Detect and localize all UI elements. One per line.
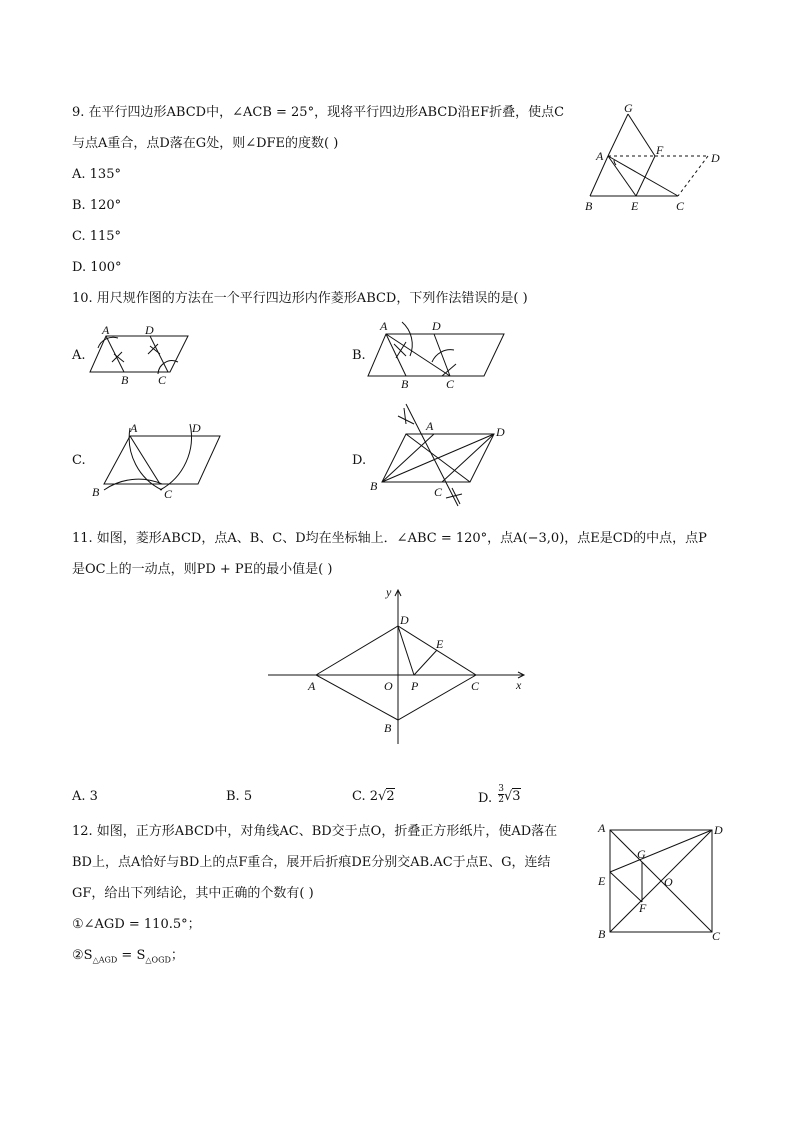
q12-statement-2-main: ②S bbox=[72, 948, 93, 963]
q10-figure-a bbox=[88, 322, 198, 387]
q9-label-c: C bbox=[676, 199, 685, 213]
q12-statement-2 bbox=[72, 947, 184, 970]
q10d-label-c: C bbox=[434, 485, 443, 499]
q11-stem-line1: 11. 如图，菱形ABCD，点A、B、C、D均在坐标轴上．∠ABC = 120°，点A(−3,0)，点E是CD的中点，点P bbox=[72, 531, 707, 546]
q11-option-d-numerator: 3 bbox=[498, 784, 504, 794]
q10b-label-c: C bbox=[446, 377, 455, 391]
q10a-label-c: C bbox=[158, 373, 167, 387]
q12-label-a: A bbox=[598, 821, 606, 835]
q9-label-d: D bbox=[711, 151, 720, 165]
q11-label-a: A bbox=[308, 679, 316, 693]
sqrt-icon: √ bbox=[503, 789, 513, 804]
q11-label-x: x bbox=[516, 678, 522, 692]
q12-label-g: G bbox=[637, 847, 646, 861]
q10c-label-a: A bbox=[130, 421, 138, 435]
q11-label-c: C bbox=[471, 679, 480, 693]
q12-label-f: F bbox=[639, 901, 647, 915]
q11-option-d-radicand: 3 bbox=[512, 789, 521, 804]
q10b-label-d: D bbox=[432, 319, 441, 333]
q11-label-e: E bbox=[436, 637, 444, 651]
q9-label-f: F bbox=[656, 143, 664, 157]
q10d-label-b: B bbox=[370, 479, 378, 493]
q10-figure-c bbox=[90, 416, 230, 506]
q9-label-e: E bbox=[631, 199, 639, 213]
q9-figure bbox=[580, 101, 740, 214]
q10c-label-c: C bbox=[164, 487, 173, 501]
q10b-label-b: B bbox=[401, 377, 409, 391]
q10-figure-d bbox=[366, 402, 516, 512]
q12-stem-line2: BD上，点A恰好与BD上的点F重合，展开后折痕DE分别交AB.AC于点E、G，连结 bbox=[72, 855, 551, 870]
q9-label-b: B bbox=[585, 199, 593, 213]
q12-label-o: O bbox=[664, 875, 673, 889]
q11-figure bbox=[266, 584, 536, 749]
q10-stem: 10. 用尺规作图的方法在一个平行四边形内作菱形ABCD，下列作法错误的是( ) bbox=[72, 291, 528, 306]
q12-label-b: B bbox=[598, 927, 606, 941]
q11-option-b[interactable]: B. 5 bbox=[226, 789, 253, 804]
q11-label-d: D bbox=[400, 613, 409, 627]
q11-option-d-prefix: D. bbox=[478, 791, 493, 806]
q9-option-d[interactable]: D. 100° bbox=[72, 260, 122, 275]
q11-option-c-prefix: C. 2 bbox=[352, 789, 379, 804]
q10-option-b[interactable]: B. bbox=[352, 348, 366, 363]
q10-option-a[interactable]: A. bbox=[72, 348, 86, 363]
q12-statement-1: ①∠AGD = 110.5°； bbox=[72, 917, 201, 932]
q11-label-o: O bbox=[384, 679, 393, 693]
q9-option-b[interactable]: B. 120° bbox=[72, 198, 122, 213]
q9-label-a: A bbox=[596, 149, 604, 163]
q12-statement-2-mid: = S bbox=[117, 948, 146, 963]
q10d-label-a: A bbox=[426, 419, 434, 433]
q12-label-c: C bbox=[712, 929, 721, 943]
q9-option-c[interactable]: C. 115° bbox=[72, 229, 122, 244]
q10-option-d[interactable]: D. bbox=[352, 453, 367, 468]
q12-stem-line3: GF，给出下列结论，其中正确的个数有( ) bbox=[72, 886, 314, 901]
q10a-label-d: D bbox=[145, 323, 154, 337]
q10a-label-b: B bbox=[121, 373, 129, 387]
q9-stem-line2: 与点A重合，点D落在G处，则∠DFE的度数( ) bbox=[72, 136, 339, 151]
q10-option-c[interactable]: C. bbox=[72, 453, 86, 468]
q10c-label-b: B bbox=[92, 485, 100, 499]
sqrt-icon: √ bbox=[378, 789, 387, 804]
q12-stem-line1: 12. 如图，正方形ABCD中，对角线AC、BD交于点O，折叠正方形纸片，使AD落在 bbox=[72, 824, 558, 839]
q11-label-b: B bbox=[384, 721, 392, 735]
q11-option-c[interactable] bbox=[352, 788, 395, 806]
q10-figure-b bbox=[366, 318, 506, 391]
q12-figure bbox=[594, 818, 734, 943]
q11-option-d-denominator: 2 bbox=[498, 795, 504, 805]
q12-statement-2-end: ； bbox=[170, 948, 184, 963]
q9-option-a[interactable]: A. 135° bbox=[72, 167, 121, 182]
q12-label-e: E bbox=[598, 874, 606, 888]
q12-statement-2-sub1: △AGD bbox=[92, 955, 118, 965]
q10a-label-a: A bbox=[102, 323, 110, 337]
q11-option-c-radicand: 2 bbox=[386, 789, 395, 804]
q10d-label-d: D bbox=[496, 425, 505, 439]
q11-label-p: P bbox=[411, 679, 419, 693]
q11-option-d[interactable] bbox=[478, 784, 521, 805]
q12-label-d: D bbox=[714, 823, 723, 837]
q9-label-g: G bbox=[624, 101, 633, 115]
q11-label-y: y bbox=[386, 585, 392, 599]
q9-stem-line1: 9. 在平行四边形ABCD中，∠ACB = 25°，现将平行四边形ABCD沿EF折叠，使点C bbox=[72, 105, 565, 120]
q11-option-a[interactable]: A. 3 bbox=[72, 789, 98, 804]
q10c-label-d: D bbox=[192, 421, 201, 435]
q10b-label-a: A bbox=[380, 319, 388, 333]
q12-statement-2-sub2: △OGD bbox=[145, 955, 171, 965]
q11-stem-line2: 是OC上的一动点，则PD + PE的最小值是( ) bbox=[72, 562, 333, 577]
